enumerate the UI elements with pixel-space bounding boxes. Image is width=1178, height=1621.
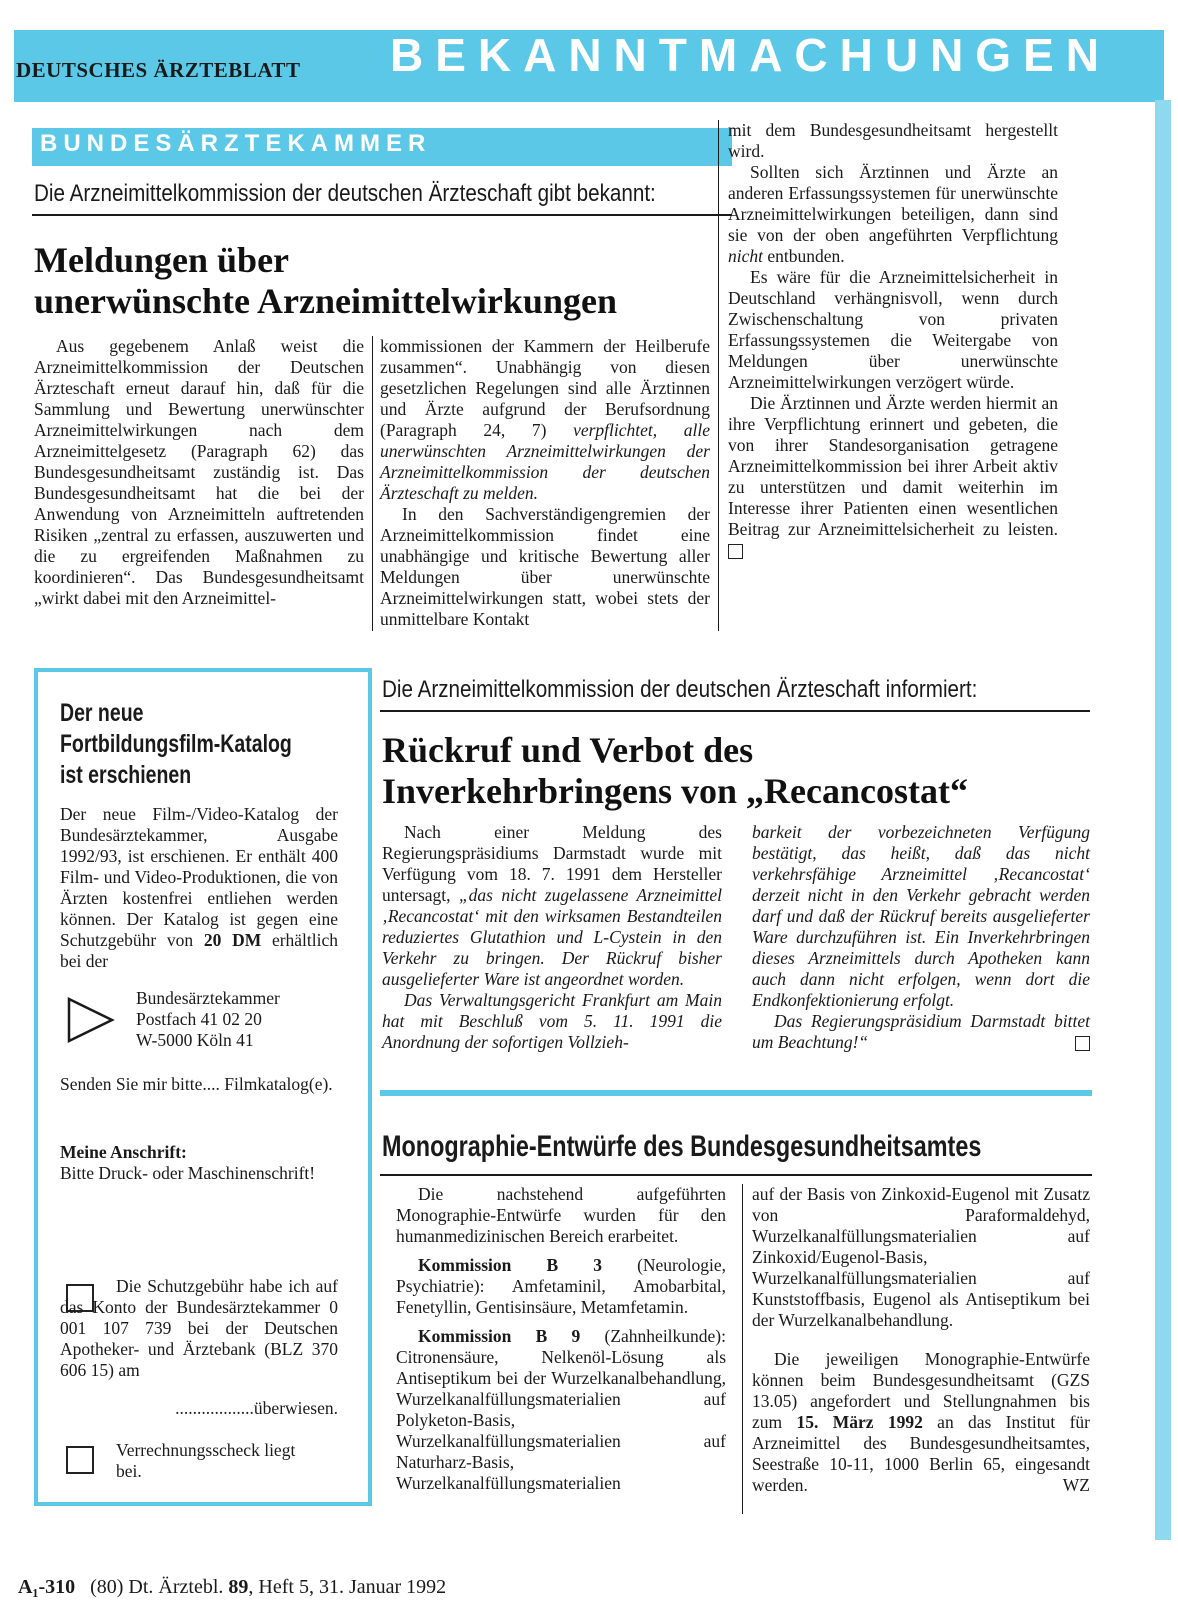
commission-b3: Kommission B 3 (418, 1255, 602, 1275)
panel-address (136, 988, 356, 1051)
panel-title-line1: Der neue (60, 699, 144, 727)
article1-headline (34, 240, 734, 322)
end-mark (728, 544, 743, 559)
panel-text-b: erhältlich bei der (60, 930, 339, 971)
article1-col3-italic: nicht (728, 246, 763, 266)
citation-volume: 89 (228, 1576, 249, 1598)
article3-rule (380, 1174, 1092, 1176)
transfer-tail: ..................überwiesen. (175, 1398, 338, 1418)
article1-column-3 (728, 120, 1058, 561)
panel-order-text: Senden Sie mir bitte.... Filmkatalog(e). (60, 1074, 333, 1094)
column-divider (742, 1184, 743, 1514)
citation-journal: (80) Dt. Ärztebl. (90, 1576, 224, 1598)
article3-col2-text-2a: Die jeweiligen Monographie-Entwürfe können beim Bundesgesundheitsamt (GZS 13.05) angefordert und Stellungnahmen bis zum (752, 1349, 1090, 1432)
citation-issue: , Heft 5, 31. Januar 1992 (248, 1576, 447, 1598)
page-number: A₁-310 (18, 1576, 76, 1598)
article1-headline-line2: unerwünschte Arzneimittelwirkungen (34, 281, 617, 321)
cheque-checkbox[interactable] (66, 1446, 94, 1474)
article2-col2-italic: barkeit der vorbezeichneten Verfügung bestätigt, das heißt, daß das nicht verkehrsfähige Arzneimittel ‚Recancostat‘ derzeit nicht in den Verkehr gebracht werden darf und daß der Rückruf bereits ausgelieferter Ware durchzuführen ist. Ein Inverkehrbringen dieses Arzneimittels durch Apotheken kann auch dann nicht erfolgen, wenn dort die Endkonfektionierung erfolgt. (752, 822, 1090, 1010)
article1-col3-text-2a: Sollten sich Ärztinnen und Ärzte an anderen Erfassungssystemen für unerwünschte Arzneimittelwirkungen beteiligen, dann sind sie von der oben angeführten Verpflichtung (728, 162, 1058, 245)
article2-headline-line2: Inverkehrbringens von „Recancostat“ (382, 771, 968, 811)
article1-col2-italic: verpflichtet, alle unerwünschten Arzneimittelwirkungen der Arzneimittelkommission der deutschen Ärzteschaft zu melden. (380, 420, 710, 503)
article3-col2-text-2b: an das Institut für Arzneimittel des Bundesgesundheitsamtes, Seestraße 10-11, 1000 Berlin 65, eingesandt werden. (752, 1412, 1091, 1495)
article2-kicker-rule (380, 710, 1090, 712)
commission-b3-text: (Neurologie, Psychiatrie): Amfetaminil, Amobarbital, Fenetyllin, Gentisinsäure, Metamfetamin. (396, 1255, 726, 1317)
address-line3: W-5000 Köln 41 (136, 1030, 254, 1050)
article1-headline-line1: Meldungen über (34, 240, 290, 280)
page-footer (18, 1576, 446, 1599)
article3-column-1 (396, 1184, 726, 1494)
article1-col3-text-1: mit dem Bundesgesundheitsamt hergestellt wird. (728, 120, 1058, 161)
side-accent-bar (1155, 100, 1171, 1540)
commission-b9-text: (Zahnheilkunde): Citronensäure, Nelkenöl-Lösung als Antiseptikum bei der Wurzelkanalbehandlung, Wurzelkanalfüllungsmaterialien auf Polyketon-Basis, Wurzelkanalfüllungsmaterialien auf Naturharz-Basis, Wurzelkanalfüllungsmaterialien (396, 1326, 726, 1493)
article2-headline-line1: Rückruf und Verbot des (382, 730, 754, 770)
panel-title-line3: ist erschienen (60, 761, 192, 789)
article2-headline (382, 730, 1102, 812)
panel-address-section (60, 1142, 338, 1184)
panel-description (60, 804, 338, 972)
end-mark (1075, 1036, 1090, 1051)
article2-col2-italic-2: Das Regierungspräsidium Darmstadt bittet um Beachtung!“ (752, 1011, 1090, 1052)
address-hint: Bitte Druck- oder Maschinenschrift! (60, 1163, 316, 1183)
article1-column-2 (380, 336, 710, 630)
article1-kicker-rule (32, 214, 732, 216)
column-divider (372, 336, 373, 631)
address-line2: Postfach 41 02 20 (136, 1009, 262, 1029)
article2-column-1 (382, 822, 722, 1053)
section-divider (380, 1090, 1092, 1096)
article2-column-2 (752, 822, 1090, 1053)
column-divider (718, 120, 719, 631)
article1-column-1 (34, 336, 364, 609)
article1-col3-text-2b: entbunden. (767, 246, 845, 266)
article3-col1-text: Die nachstehend aufgeführten Monographie-Entwürfe wurden für den humanmedizinischen Bereich erarbeitet. (396, 1184, 726, 1246)
article2-col1-italic-2: Das Verwaltungsgericht Frankfurt am Main hat mit Beschluß vom 5. 11. 1991 die Anordnung der sofortigen Vollzieh- (382, 990, 722, 1052)
cheque-text: Verrechnungsscheck liegt bei. (116, 1440, 296, 1481)
transfer-text: Die Schutzgebühr habe ich auf das Konto der Bundesärztekammer 0 001 107 739 bei der Deutschen Apotheker- und Ärztebank (BLZ 370 606 15) am (60, 1276, 338, 1380)
article2-kicker: Die Arzneimittelkommission der deutschen Ärzteschaft informiert: (382, 676, 978, 703)
commission-b9: Kommission B 9 (418, 1326, 581, 1346)
article2-col1-italic: „das nicht zugelassene Arzneimittel ‚Recancostat‘ mit den wirksamen Bestandteilen reduziertes Glutathion und L-Cystein in den Verkehr zu bringen. Der Rückruf bisher ausgelieferter Ware ist angeordnet worden. (382, 885, 723, 989)
article1-col3-text-4: Die Ärztinnen und Ärzte werden hiermit an ihre Verpflichtung erinnert und gebeten, die von ihrer Standesorganisation getragene Arzneimittelkommission bei ihrer Arbeit aktiv zu unterstützen und damit weiterhin im Interesse ihrer Patienten einen wesentlichen Beitrag zur Arzneimittelsicherheit zu leisten. (728, 393, 1058, 539)
panel-title-line2: Fortbildungsfilm-Katalog (60, 730, 292, 758)
article3-column-2 (752, 1184, 1090, 1496)
article3-col2-text: auf der Basis von Zinkoxid-Eugenol mit Zusatz von Paraformaldehyd, Wurzelkanalfüllungsmaterialien auf Zinkoxid/Eugenol-Basis, Wurzelkanalfüllungsmaterialien auf Kunststoffbasis, Eugenol als Antiseptikum bei der Wurzelkanalbehandlung. (752, 1184, 1090, 1330)
panel-fee: 20 DM (203, 930, 262, 950)
arrow-right-icon (66, 996, 116, 1044)
address-label: Meine Anschrift: (60, 1142, 187, 1162)
article1-kicker: Die Arzneimittelkommission der deutschen Ärzteschaft gibt bekannt: (34, 180, 656, 207)
panel-text-a: Der neue Film-/Video-Katalog der Bundesärztekammer, Ausgabe 1992/93, ist erschienen. Er enthält 400 Film- und Video-Produktionen, die von Ärzten kostenfrei entliehen werden können. Der Katalog ist gegen eine Schutzgebühr von (60, 804, 338, 950)
masthead: DEUTSCHES ÄRZTEBLATT (16, 58, 301, 82)
section-banner: BEKANNTMACHUNGEN (390, 29, 1111, 81)
section-label: BUNDESÄRZTEKAMMER (40, 130, 432, 157)
article1-col1-text: Aus gegebenem Anlaß weist die Arzneimittelkommission der Deutschen Ärzteschaft erneut darauf hin, daß für die Sammlung und Bewertung unerwünschter Arzneimittelwirkungen nach dem Arzneimittelgesetz (Paragraph 62) das Bundesgesundheitsamt zuständig ist. Das Bundesgesundheitsamt hat die bei der Anwendung von Arzneimitteln auftretenden Risiken „zentral zu erfassen, auszuwerten und die zu ergreifenden Maßnahmen zu koordinieren“. Das Bundesgesundheitsamt „wirkt dabei mit den Arzneimittel- (34, 336, 364, 608)
article1-col2-text: kommissionen der Kammern der Heilberufe zusammen“. Unabhängig von diesen gesetzlichen Regelungen sind alle Ärztinnen und Ärzte aufgrund der Berufsordnung (Paragraph 24, 7) (380, 336, 710, 440)
article1-col2-text-2: In den Sachverständigengremien der Arzneimittelkommission findet eine unabhängige und kritische Bewertung aller Meldungen über unerwünschte Arzneimittelwirkungen statt, wobei stets der unmittelbare Kontakt (380, 504, 710, 629)
article3-headline: Monographie-Entwürfe des Bundesgesundheitsamtes (382, 1130, 982, 1163)
deadline-date: 15. März 1992 (796, 1412, 923, 1432)
article2-col1-text: Nach einer Meldung des Regierungspräsidiums Darmstadt wurde mit Verfügung vom 18. 7. 1991 dem Hersteller untersagt, (382, 822, 722, 905)
address-line1: Bundesärztekammer (136, 988, 280, 1008)
panel-title (60, 698, 292, 791)
author-signature: WZ (1062, 1475, 1090, 1495)
article1-col3-text-3: Es wäre für die Arzneimittelsicherheit in Deutschland verhängnisvoll, wenn durch Zwischenschaltung von privaten Erfassungssystemen die Weitergabe von Meldungen über unerwünschte Arzneimittelwirkungen verzögert würde. (728, 267, 1058, 392)
